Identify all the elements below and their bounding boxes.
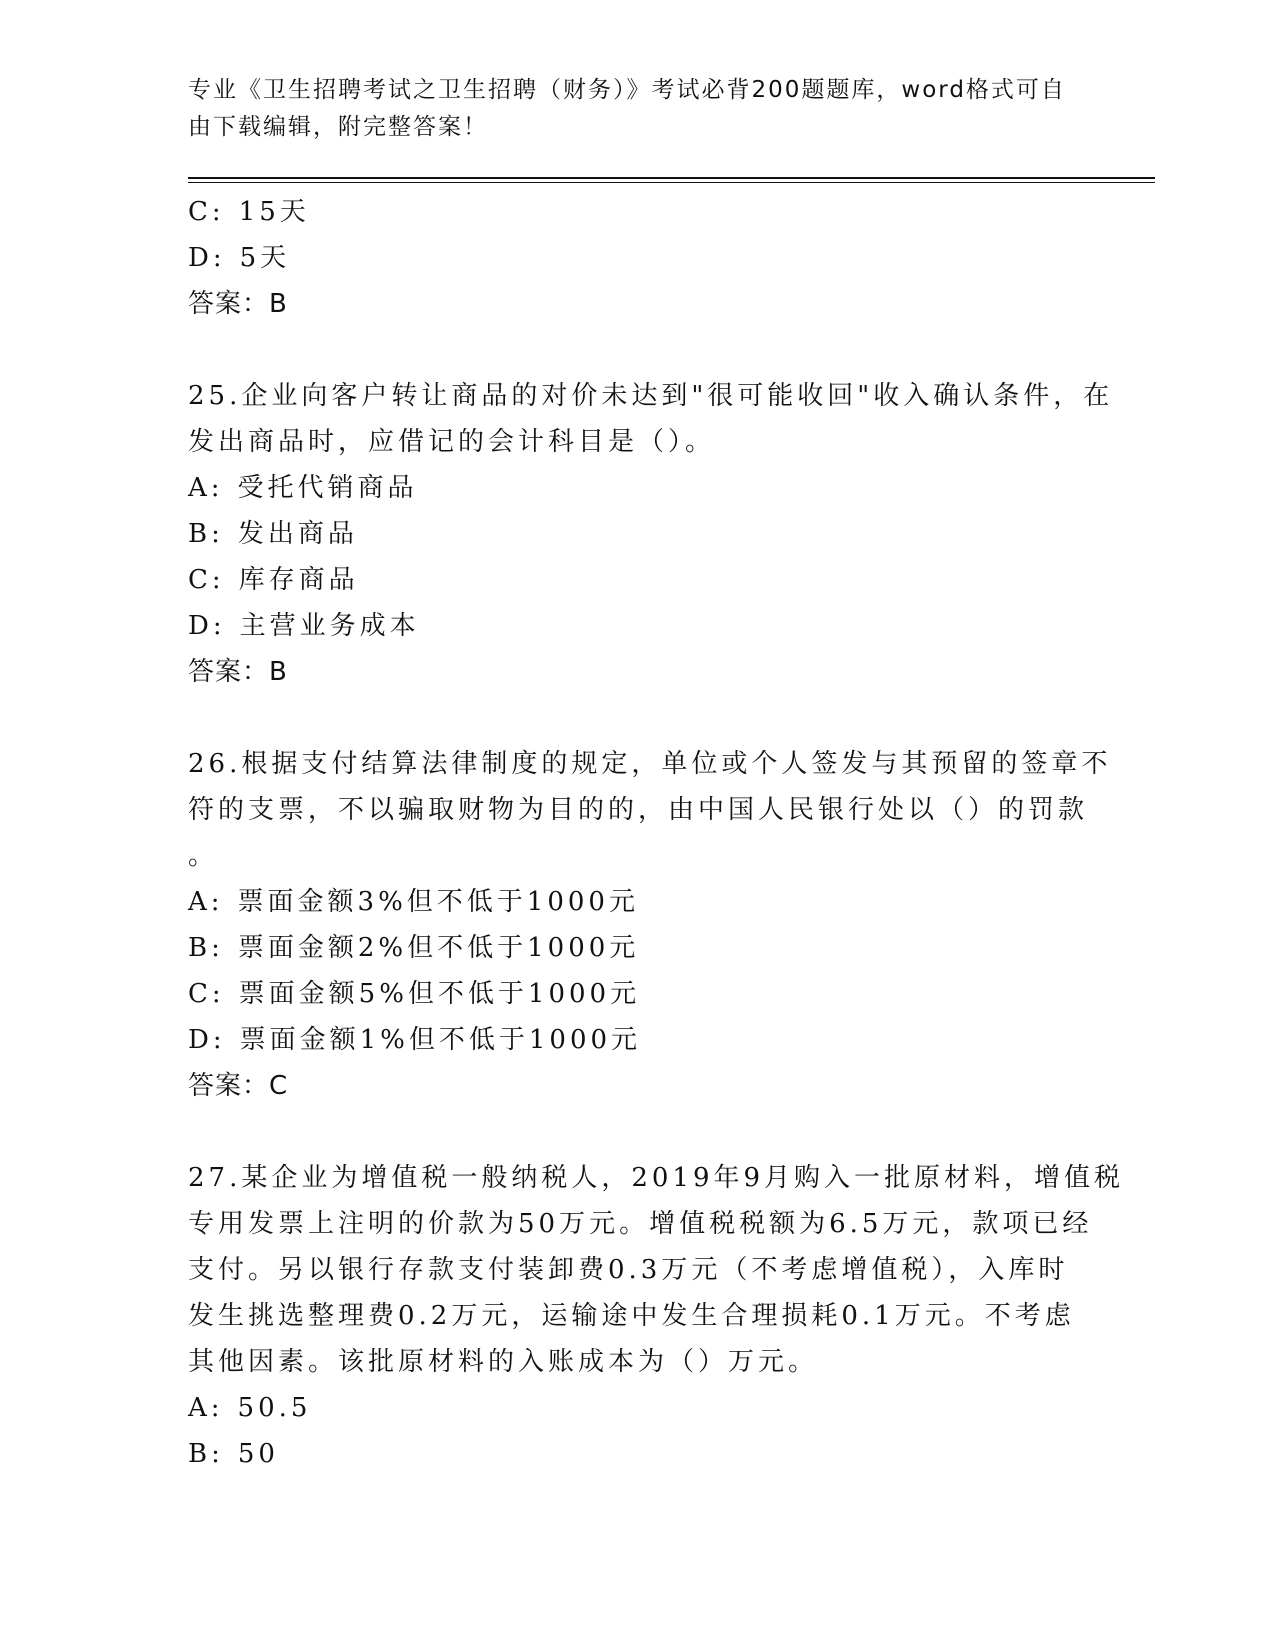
header-line-2: 由下载编辑，附完整答案！	[188, 114, 488, 140]
question-text-line: 发出商品时，应借记的会计科目是（）。	[188, 427, 716, 457]
option-b: B: 发出商品	[188, 519, 358, 549]
option-a: A: 受托代销商品	[188, 473, 418, 503]
option-b: B: 票面金额2%但不低于1000元	[188, 933, 640, 963]
question-text-line: 符的支票，不以骗取财物为目的的，由中国人民银行处以（）的罚款	[188, 795, 1089, 825]
question-text-line: 支付。另以银行存款支付装卸费0.3万元（不考虑增值税），入库时	[188, 1255, 1069, 1285]
question-text-line: 。	[188, 841, 219, 871]
question-text-line: 26.根据支付结算法律制度的规定，单位或个人签发与其预留的签章不	[188, 749, 1112, 779]
page-header	[188, 72, 1068, 146]
question-text-line: 25.企业向客户转让商品的对价未达到"很可能收回"收入确认条件，在	[188, 381, 1114, 411]
option-c: C: 票面金额5%但不低于1000元	[188, 979, 641, 1009]
option-b: B: 50	[188, 1439, 279, 1469]
question-text-line: 专用发票上注明的价款为50万元。增值税税额为6.5万元，款项已经	[188, 1209, 1093, 1239]
answer-line: 答案：B	[188, 657, 288, 687]
option-c: C: 库存商品	[188, 565, 359, 595]
header-divider	[188, 177, 1155, 183]
option-c: C: 15天	[188, 197, 310, 227]
header-line-1: 专业《卫生招聘考试之卫生招聘（财务）》考试必背200题题库，word格式可自	[188, 77, 1066, 103]
option-a: A: 50.5	[188, 1393, 312, 1423]
question-text-line: 27.某企业为增值税一般纳税人，2019年9月购入一批原材料，增值税	[188, 1163, 1125, 1193]
answer-line: 答案：C	[188, 1071, 289, 1101]
question-25	[188, 373, 1114, 695]
question-27	[188, 1155, 1125, 1477]
document-content	[188, 189, 1125, 1477]
option-d: D: 5天	[188, 243, 291, 273]
prev-question-options	[188, 189, 1088, 281]
question-26	[188, 741, 1112, 1109]
option-d: D: 票面金额1%但不低于1000元	[188, 1025, 642, 1055]
option-d: D: 主营业务成本	[188, 611, 420, 641]
question-text-line: 发生挑选整理费0.2万元，运输途中发生合理损耗0.1万元。不考虑	[188, 1301, 1075, 1331]
question-text-line: 其他因素。该批原材料的入账成本为（）万元。	[188, 1347, 819, 1377]
option-a: A: 票面金额3%但不低于1000元	[188, 887, 639, 917]
answer-line: 答案：B	[188, 289, 288, 319]
